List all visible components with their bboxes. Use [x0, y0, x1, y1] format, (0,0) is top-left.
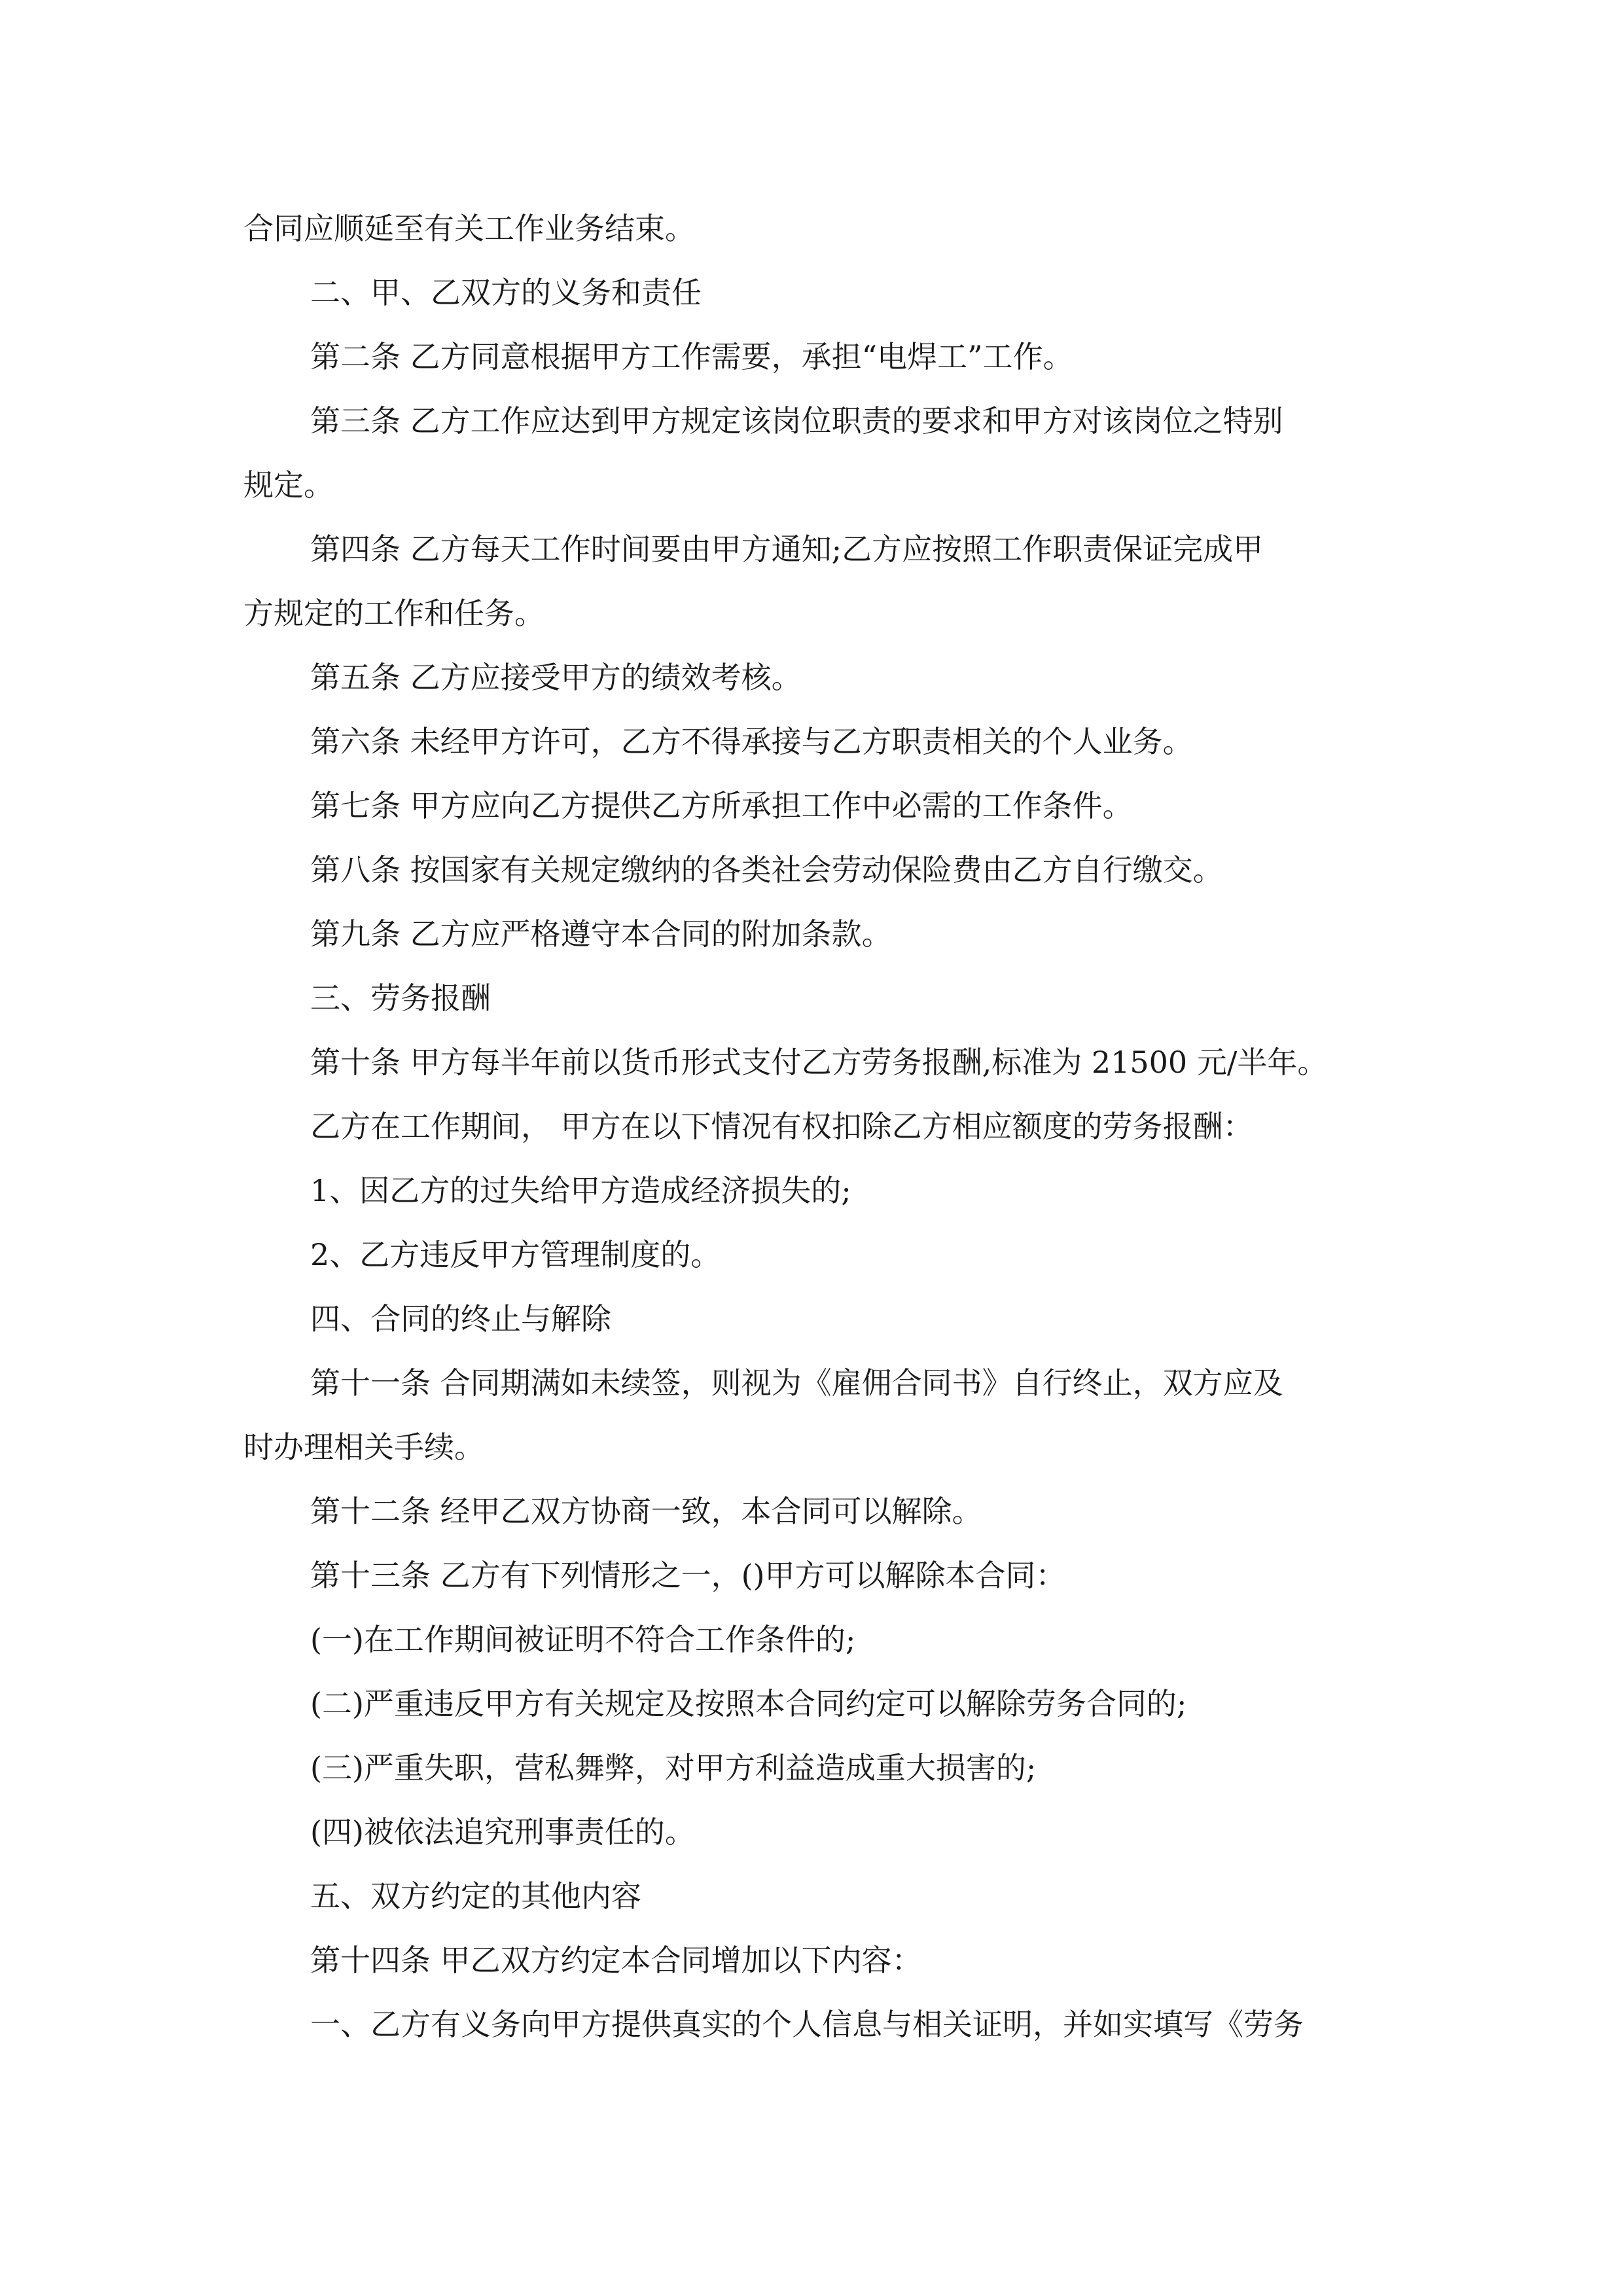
text-line: 第六条 未经甲方许可，乙方不得承接与乙方职责相关的个人业务。: [310, 724, 1193, 759]
text-line: 一、乙方有义务向甲方提供真实的个人信息与相关证明，并如实填写《劳务: [310, 2007, 1304, 2042]
list-item: 1、因乙方的过失给甲方造成经济损失的;: [310, 1173, 851, 1208]
text-line: 第四条 乙方每天工作时间要由甲方通知;乙方应按照工作职责保证完成甲: [310, 531, 1264, 567]
list-item: (三)严重失职，营私舞弊，对甲方利益造成重大损害的;: [310, 1750, 1037, 1785]
list-item: 2、乙方违反甲方管理制度的。: [310, 1237, 721, 1272]
section-heading: 二、甲、乙双方的义务和责任: [310, 275, 702, 310]
section-heading: 三、劳务报酬: [310, 980, 491, 1016]
text-line: 时办理相关手续。: [243, 1429, 484, 1465]
section-heading: 四、合同的终止与解除: [310, 1301, 611, 1336]
text-line: 第十四条 甲乙双方约定本合同增加以下内容：: [310, 1943, 922, 1978]
text-line: 第三条 乙方工作应达到甲方规定该岗位职责的要求和甲方对该岗位之特别: [310, 403, 1283, 439]
section-heading: 五、双方约定的其他内容: [310, 1878, 641, 1914]
text-line: 第十一条 合同期满如未续签，则视为《雇佣合同书》自行终止，双方应及: [310, 1365, 1283, 1401]
text-line: 第二条 乙方同意根据甲方工作需要，承担“电焊工”工作。: [310, 339, 1073, 374]
text-line: 第十条 甲方每半年前以货币形式支付乙方劳务报酬,标准为 21500 元/半年。: [310, 1045, 1328, 1080]
text-line: 第八条 按国家有关规定缴纳的各类社会劳动保险费由乙方自行缴交。: [310, 852, 1223, 888]
contract-body: [243, 196, 1382, 2056]
text-line: 第十三条 乙方有下列情形之一，()甲方可以解除本合同：: [310, 1558, 1066, 1593]
list-item: (四)被依法追究刑事责任的。: [310, 1814, 695, 1850]
text-line: 第十二条 经甲乙双方协商一致，本合同可以解除。: [310, 1494, 982, 1529]
text-line: 第五条 乙方应接受甲方的绩效考核。: [310, 660, 802, 695]
text-line: 规定。: [243, 467, 334, 503]
list-item: (一)在工作期间被证明不符合工作条件的;: [310, 1622, 856, 1657]
text-line: 合同应顺延至有关工作业务结束。: [243, 211, 695, 246]
text-line: 第九条 乙方应严格遵守本合同的附加条款。: [310, 916, 892, 952]
text-line: 乙方在工作期间， 甲方在以下情况有权扣除乙方相应额度的劳务报酬：: [310, 1109, 1253, 1144]
list-item: (二)严重违反甲方有关规定及按照本合同约定可以解除劳务合同的;: [310, 1686, 1187, 1721]
text-line: 第七条 甲方应向乙方提供乙方所承担工作中必需的工作条件。: [310, 788, 1133, 823]
text-line: 方规定的工作和任务。: [243, 596, 544, 631]
